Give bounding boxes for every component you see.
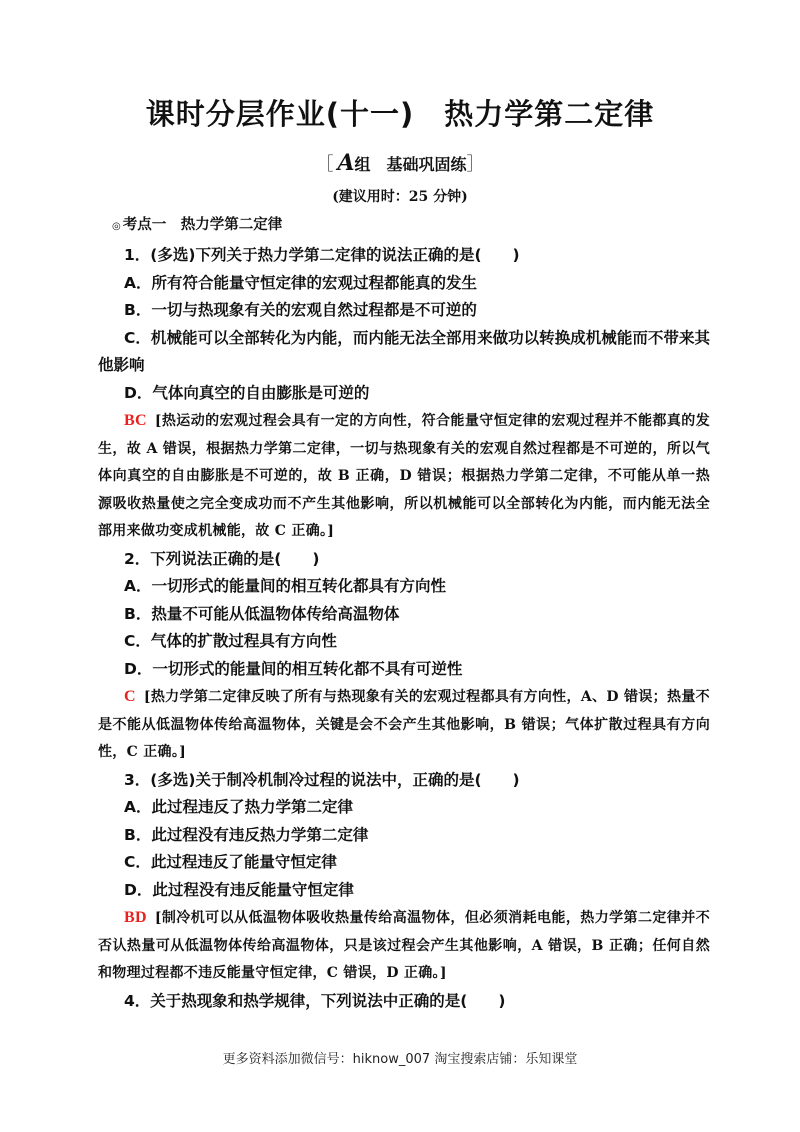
right-bracket: ］ (466, 154, 485, 175)
group-header (0, 150, 800, 176)
question-2-option-b: B．热量不可能从低温物体传给高温物体 (124, 604, 400, 623)
section-label: 考点一 热力学第二定律 (122, 217, 283, 233)
group-letter: A (337, 150, 355, 176)
left-bracket: ［ (315, 154, 334, 175)
question-3-option-a: A．此过程违反了热力学第二定律 (124, 798, 353, 816)
section-heading (112, 210, 710, 242)
question-2-answer-letter: C (124, 688, 136, 705)
question-2-option-d: D．一切形式的能量间的相互转化都不具有可逆性 (124, 659, 463, 678)
question-3-option-c: C．此过程违反了能量守恒定律 (124, 853, 337, 871)
group-label: 组 基础巩固练 (354, 155, 467, 174)
question-1-answer (98, 407, 710, 546)
section-marker-icon: ◎ (112, 221, 121, 232)
question-1-option-b: B．一切与热现象有关的宏观自然过程都是不可逆的 (124, 301, 477, 319)
question-1-stem: 1．(多选)下列关于热力学第二定律的说法正确的是( ) (124, 246, 520, 264)
question-4-stem: 4．关于热现象和热学规律，下列说法中正确的是( ) (124, 991, 506, 1010)
question-3-answer (98, 904, 710, 988)
question-2-explanation: [热力学第二定律反映了所有与热现象有关的宏观过程都具有方向性，A、D 错误；热量不是不能从低温物体传给高温物体，关键是会不会产生其他影响，B 错误；气体扩散过程具有方向性，C 正确。] (98, 689, 710, 760)
question-3-stem: 3．(多选)关于制冷机制冷过程的说法中，正确的是( ) (124, 770, 520, 789)
question-3-option-b: B．此过程没有违反热力学第二定律 (124, 825, 369, 844)
question-1-answer-letter: BC (124, 412, 147, 429)
time-note: (建议用时：25 分钟) (332, 189, 468, 205)
question-1-option-d: D．气体向真空的自由膨胀是可逆的 (124, 383, 370, 402)
question-1-option-a: A．所有符合能量守恒定律的宏观过程都能真的发生 (124, 273, 477, 292)
question-2-option-a: A．一切形式的能量间的相互转化都具有方向性 (124, 577, 446, 595)
question-1-option-c: C．机械能可以全部转化为内能，而内能无法全部用来做功以转换成机械能而不带来其他影响 (98, 328, 710, 374)
question-3-explanation: [制冷机可以从低温物体吸收热量传给高温物体，但必须消耗电能，热力学第二定律并不否认热量可从低温物体传给高温物体，只是该过程会产生其他影响，A 错误，B 正确；任何自然和物理过程都不违反能量守恒定律，C 错误，D 正确。] (98, 910, 710, 981)
content-body (98, 210, 710, 1015)
question-2-answer (98, 683, 710, 767)
question-1-explanation: [热运动的宏观过程会具有一定的方向性，符合能量守恒定律的宏观过程并不能都真的发生，故 A 错误，根据热力学第二定律，一切与热现象有关的宏观自然过程都是不可逆的，所以气体向真空的自由膨胀是不可逆的，故 B 正确，D 错误；根据热力学第二定律，不可能从单一热源吸收热量使之完全变成功而不产生其他影响，所以机械能可以全部转化为内能，而内能无法全部用来做功变成机械能，故 C 正确。] (98, 413, 710, 539)
question-3-answer-letter: BD (124, 909, 147, 926)
question-2-option-c: C．气体的扩散过程具有方向性 (124, 632, 337, 650)
question-3-option-d: D．此过程没有违反能量守恒定律 (124, 880, 354, 899)
question-2-stem: 2．下列说法正确的是( ) (124, 549, 320, 568)
page-footer: 更多资料添加微信号：hiknow_007 淘宝搜索店铺：乐知课堂 (222, 1052, 578, 1067)
page-title: 课时分层作业(十一) 热力学第二定律 (145, 97, 655, 131)
